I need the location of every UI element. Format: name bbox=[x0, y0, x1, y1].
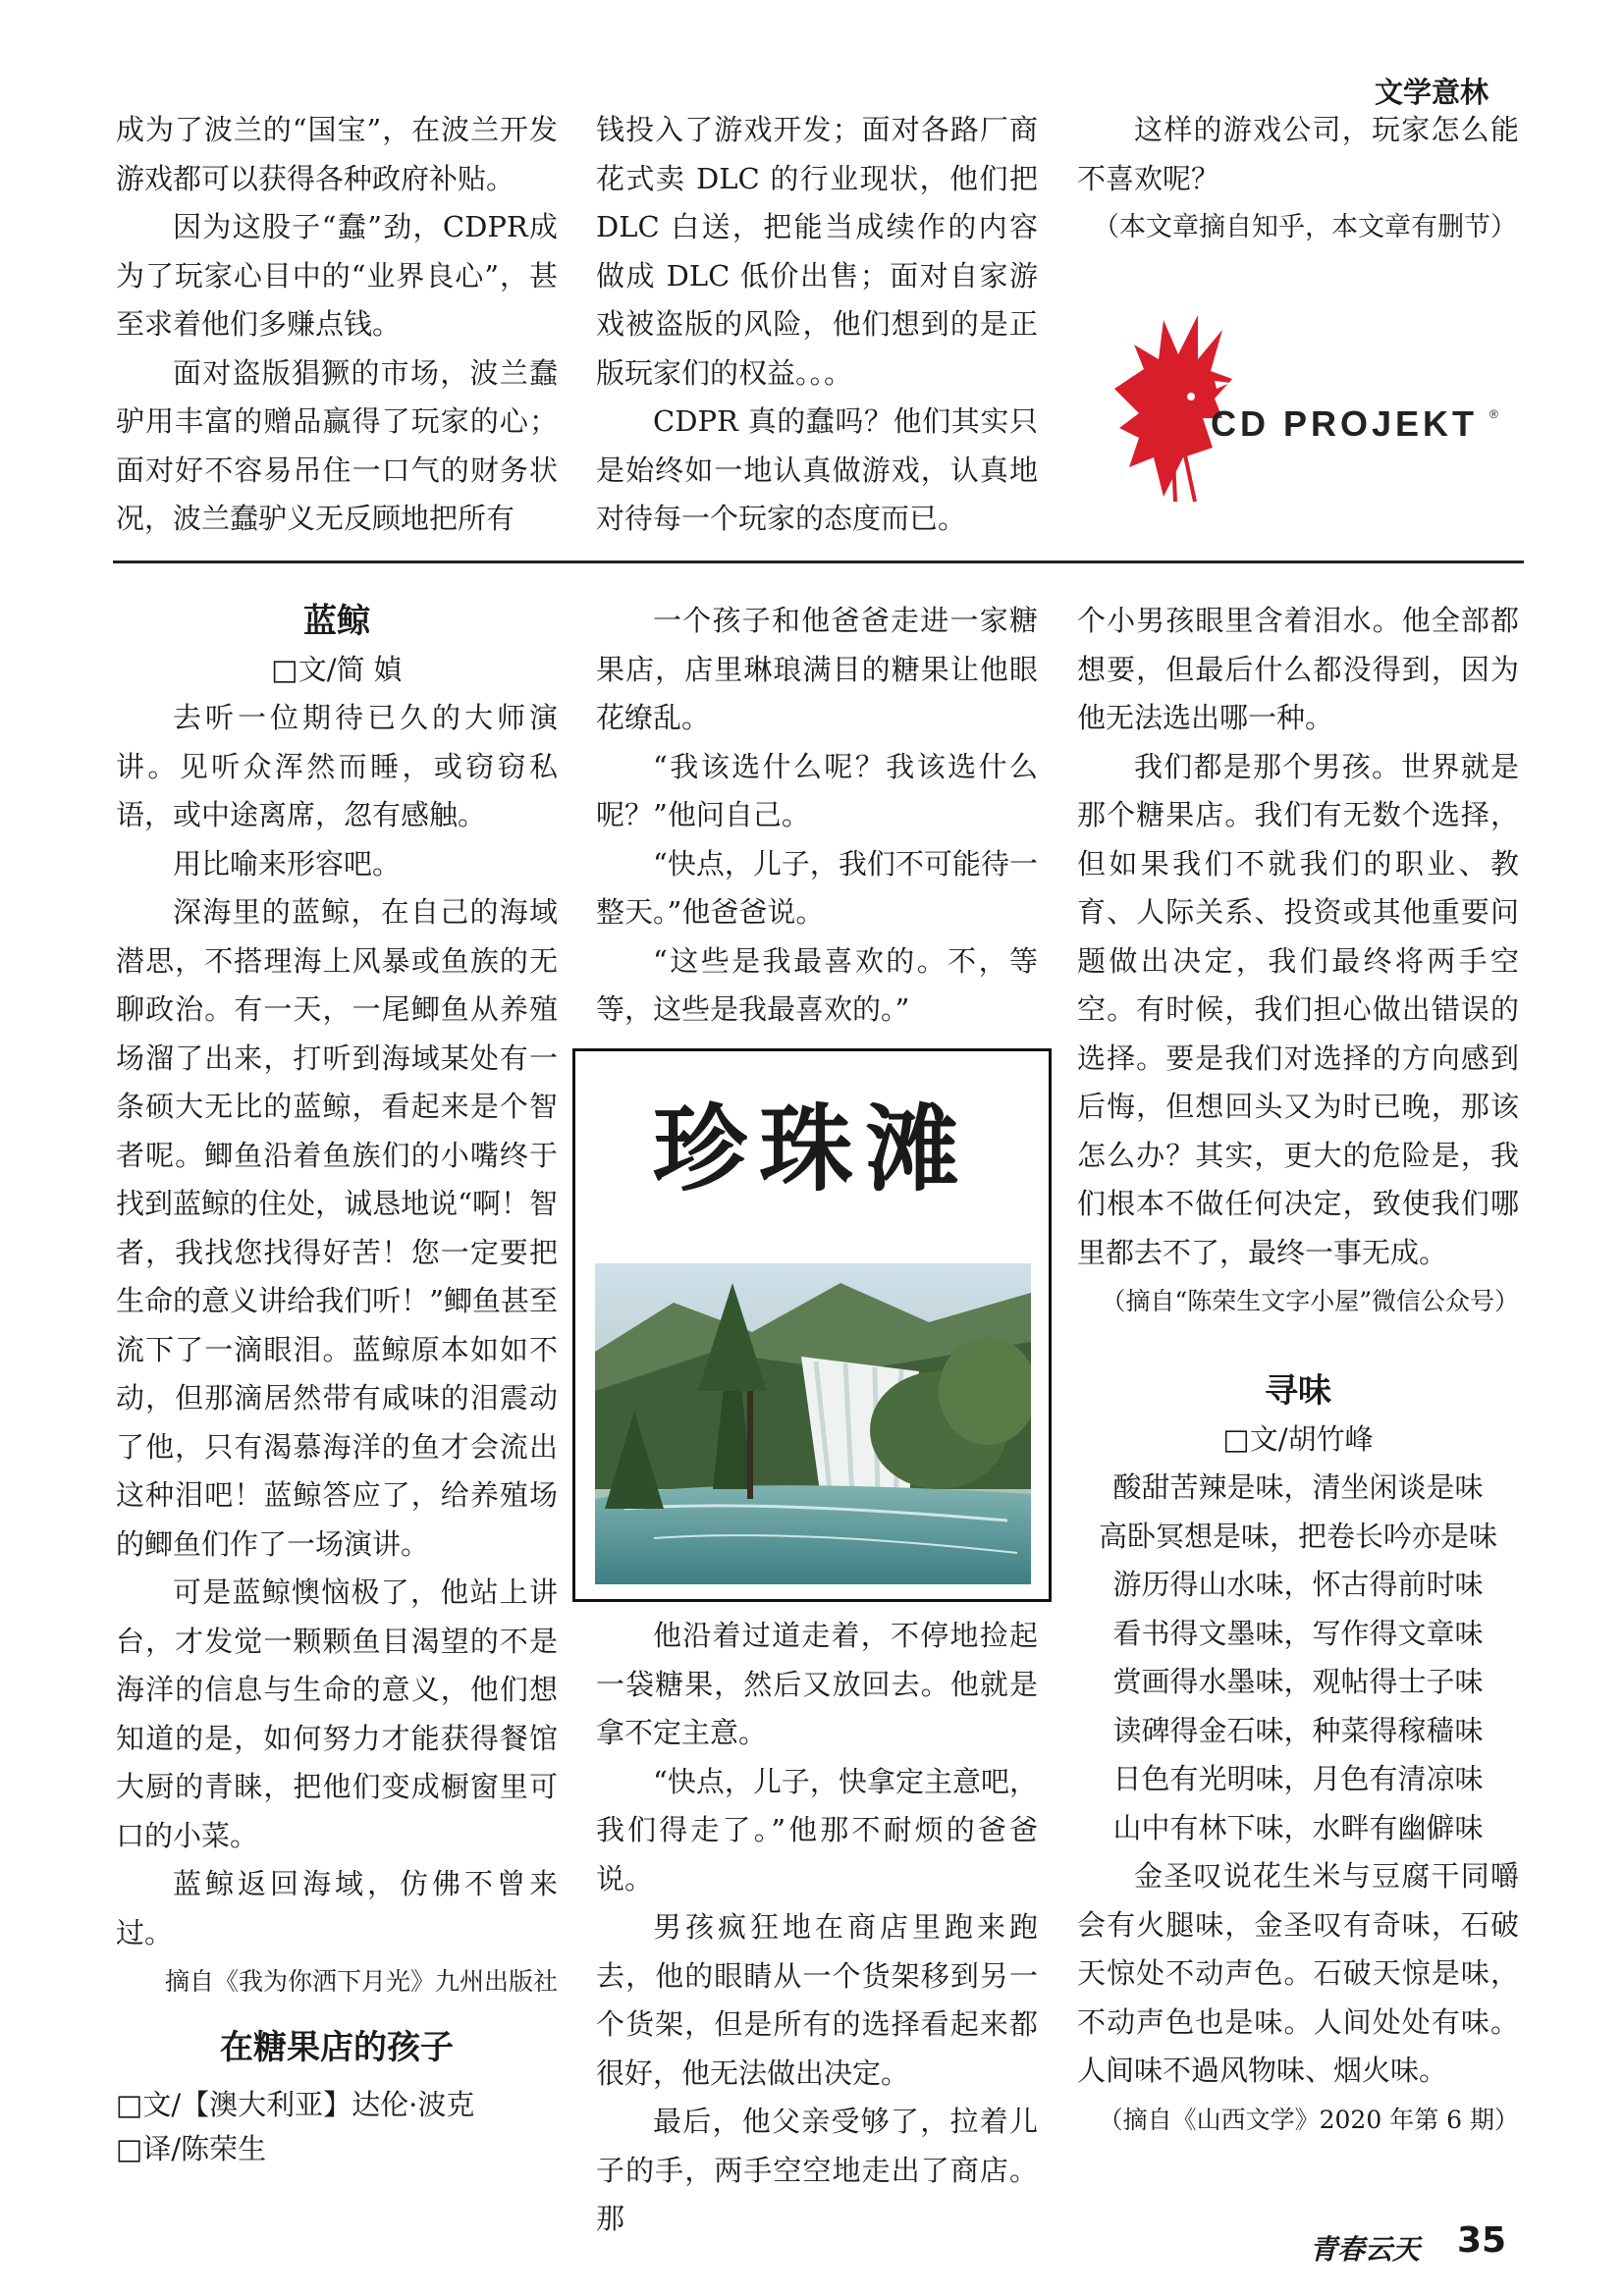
paragraph: 他沿着过道走着，不停地捡起一袋糖果，然后又放回去。他就是拿不定主意。 bbox=[596, 1619, 1038, 1749]
paragraph: 蓝鲸返回海域，仿佛不曾来过。 bbox=[116, 1867, 558, 1949]
article-source: （摘自“陈荣生文字小屋”微信公众号） bbox=[1101, 1287, 1519, 1315]
article-byline: □文/简 媜 bbox=[271, 653, 403, 686]
paragraph: 一个孩子和他爸爸走进一家糖果店，店里琳琅满目的糖果让他眼花缭乱。 bbox=[596, 604, 1038, 734]
pearl-beach-box bbox=[572, 1048, 1052, 1602]
cd-projekt-wordmark: CD PROJEKT bbox=[1211, 403, 1479, 444]
top-article-col1 bbox=[116, 106, 558, 544]
page-number: 35 bbox=[1457, 2220, 1507, 2261]
section-label: 文学意林 bbox=[1375, 76, 1489, 109]
paragraph: 这样的游戏公司，玩家怎么能不喜欢呢？ bbox=[1077, 113, 1519, 195]
paragraph: 面对盗版猖獗的市场，波兰蠢驴用丰富的赠品赢得了玩家的心；面对好不容易吊住一口气的财务状况，波兰蠢驴义无反顾地把所有 bbox=[116, 355, 558, 535]
cd-projekt-logo bbox=[1105, 310, 1507, 514]
paragraph: 深海里的蓝鲸，在自己的海域潜思，不搭理海上风暴或鱼族的无聊政治。有一天，一尾鲫鱼从养殖场溜了出来，打听到海域某处有一条硕大无比的蓝鲸，看起来是个智者呢。鲫鱼沿着鱼族们的小嘴终于找到蓝鲸的住处，诚恳地说“啊！智者，我找您找得好苦！您一定要把生命的意义讲给我们听！”鲫鱼甚至流下了一滴眼泪。蓝鲸原本如如不动，但那滴居然带有咸味的泪震动了他，只有渴慕海洋的鱼才会流出这种泪吧！蓝鲸答应了，给养殖场的鲫鱼们作了一场演讲。 bbox=[116, 895, 558, 1561]
registered-mark: ® bbox=[1489, 407, 1498, 421]
article-byline: □文/【澳大利亚】达伦·波克 bbox=[116, 2088, 475, 2121]
paragraph: 最后，他父亲受够了，拉着儿子的手，两手空空地走出了商店。那 bbox=[596, 2105, 1038, 2235]
seeking-taste-article bbox=[1077, 1366, 1519, 2144]
top-article-col3 bbox=[1077, 106, 1519, 251]
pearl-beach-title: 珍珠滩 bbox=[653, 1094, 971, 1204]
article-title: 寻味 bbox=[1265, 1371, 1331, 1411]
verse-line: 山中有林下味，水畔有幽僻味 bbox=[1112, 1810, 1484, 1844]
article-source: 摘自《我为你洒下月光》九州出版社 bbox=[164, 1967, 558, 1996]
article-title: 蓝鲸 bbox=[303, 602, 370, 641]
section-divider bbox=[113, 561, 1524, 563]
paragraph: 因为这股子“蠢”劲，CDPR成为了玩家心目中的“业界良心”，甚至求着他们多赚点钱。 bbox=[116, 210, 558, 341]
verse-line: 看书得文墨味，写作得文章味 bbox=[1112, 1616, 1484, 1650]
paragraph: “快点，儿子，快拿定主意吧，我们得走了。”他那不耐烦的爸爸说。 bbox=[596, 1764, 1038, 1896]
waterfall-photo bbox=[595, 1263, 1031, 1584]
paragraph: “我该选什么呢？我该选什么呢？”他问自己。 bbox=[596, 749, 1038, 831]
paragraph: 我们都是那个男孩。世界就是那个糖果店。我们有无数个选择，但如果我们不就我们的职业、教育、人际关系、投资或其他重要问题做出决定，我们最终将两手空空。有时候，我们担心做出错误的选择。要是我们对选择的方向感到后悔，但想回头又为时已晚，那该怎么办？其实，更大的危险是，我们根本不做任何决定，致使我们哪里都去不了，最终一事无成。 bbox=[1077, 749, 1519, 1269]
verse-line: 游历得山水味，怀古得前时味 bbox=[1112, 1568, 1484, 1601]
top-article-col2 bbox=[596, 106, 1038, 544]
paragraph: 钱投入了游戏开发；面对各路厂商花式卖 DLC 的行业现状，他们把 DLC 白送，把能当成续作的内容做成 DLC 低价出售；面对自家游戏被盗版的风险，他们想到的是正版玩家们的权益。。。 bbox=[596, 113, 1038, 390]
candy-store-col3 bbox=[1077, 597, 1519, 1325]
verse-line: 读碑得金石味，种菜得稼穑味 bbox=[1112, 1713, 1484, 1747]
paragraph: “快点，儿子，我们不可能待一整天。”他爸爸说。 bbox=[596, 846, 1038, 929]
candy-store-col2-top bbox=[596, 597, 1038, 1035]
blue-whale-article bbox=[116, 597, 558, 2170]
paragraph: 去听一位期待已久的大师演讲。见听众浑然而睡，或窃窃私语，或中途离席，忽有感触。 bbox=[116, 701, 558, 831]
article-byline: □译/陈荣生 bbox=[116, 2132, 267, 2165]
paragraph: “这些是我最喜欢的。不，等等，这些是我最喜欢的。” bbox=[596, 943, 1038, 1026]
paragraph: 成为了波兰的“国宝”，在波兰开发游戏都可以获得各种政府补贴。 bbox=[116, 113, 558, 195]
verse-line: 赏画得水墨味，观帖得士子味 bbox=[1112, 1665, 1484, 1698]
magazine-brand: 青春云天 bbox=[1310, 2233, 1421, 2266]
paragraph: CDPR 真的蠢吗？他们其实只是始终如一地认真做游戏，认真地对待每一个玩家的态度而已。 bbox=[596, 404, 1038, 535]
verse-line: 高卧冥想是味，把卷长吟亦是味 bbox=[1098, 1519, 1497, 1553]
candy-store-col2-bottom bbox=[596, 1612, 1038, 2244]
article-source: （摘自《山西文学》2020 年第 6 期） bbox=[1098, 2105, 1519, 2134]
paragraph: 金圣叹说花生米与豆腐干同嚼会有火腿味，金圣叹有奇味，石破天惊处不动声色。石破天惊是味，不动声色也是味。人间处处有味。人间味不過风物味、烟火味。 bbox=[1077, 1859, 1519, 2087]
paragraph: 用比喻来形容吧。 bbox=[173, 846, 402, 881]
paragraph: 个小男孩眼里含着泪水。他全部都想要，但最后什么都没得到，因为他无法选出哪一种。 bbox=[1077, 604, 1519, 734]
verse-line: 日色有光明味，月色有清凉味 bbox=[1112, 1762, 1484, 1795]
article-title: 在糖果店的孩子 bbox=[220, 2028, 454, 2067]
paragraph: 可是蓝鲸懊恼极了，他站上讲台，才发觉一颗颗鱼目渴望的不是海洋的信息与生命的意义，他们想知道的是，如何努力才能获得餐馆大厨的青睐，把他们变成橱窗里可口的小菜。 bbox=[116, 1575, 558, 1852]
article-byline: □文/胡竹峰 bbox=[1222, 1422, 1374, 1456]
paragraph: 男孩疯狂地在商店里跑来跑去，他的眼睛从一个货架移到另一个货架，但是所有的选择看起来都很好，他无法做出决定。 bbox=[596, 1910, 1038, 2090]
top-article-source: （本文章摘自知乎，本文章有删节） bbox=[1093, 212, 1517, 242]
verse-line: 酸甜苦辣是味，清坐闲谈是味 bbox=[1112, 1470, 1484, 1504]
verse-list bbox=[1077, 1464, 1519, 1852]
